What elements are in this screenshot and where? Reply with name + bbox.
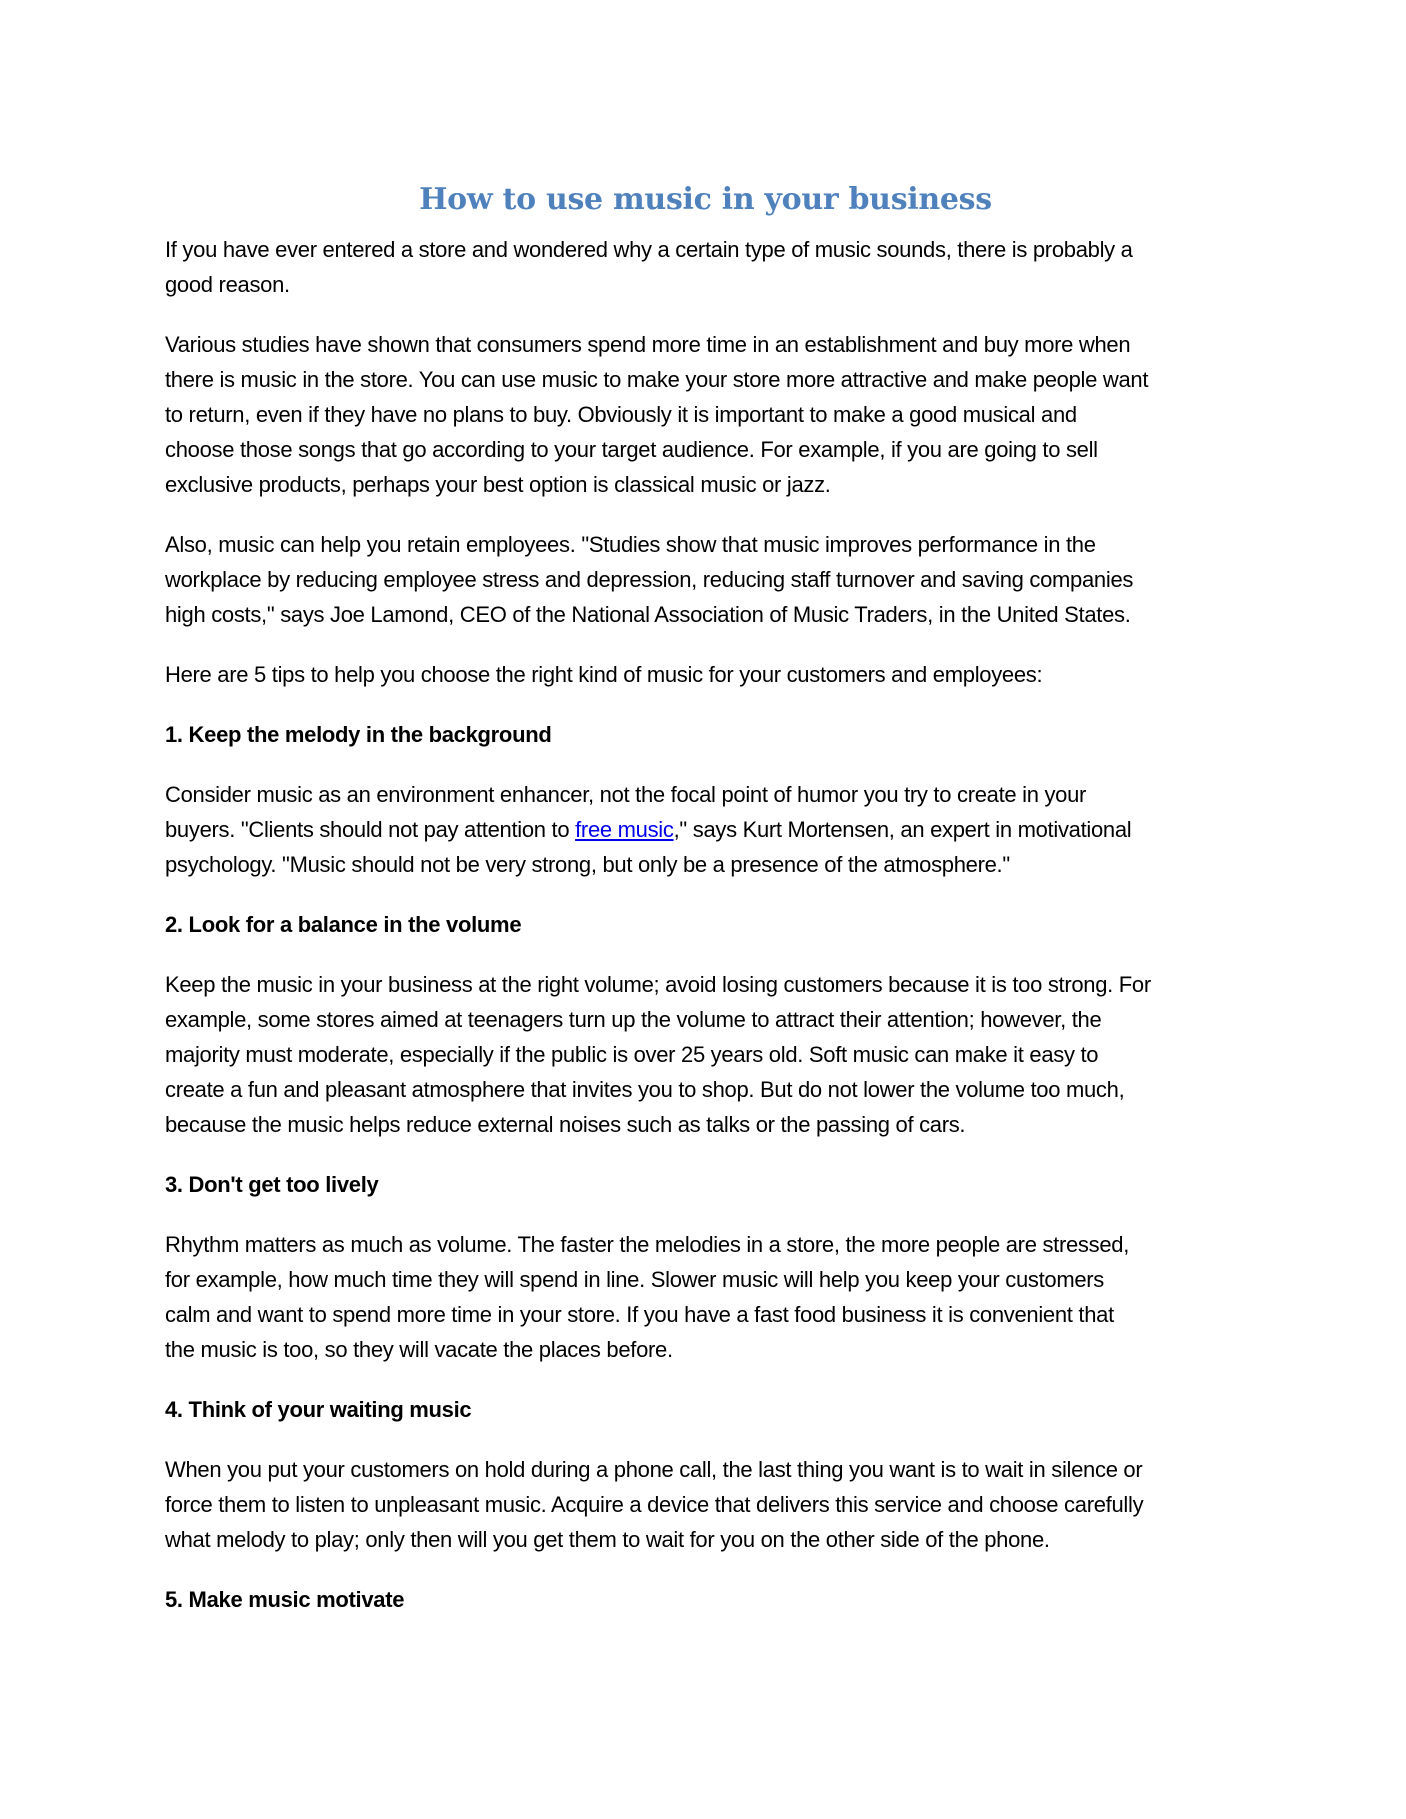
text-line: choose those songs that go according to your target audience. For example, if you are going to sell xyxy=(165,437,1098,462)
section-heading-1: 1. Keep the melody in the background xyxy=(165,722,552,747)
text-line: high costs," says Joe Lamond, CEO of the National Association of Music Traders, in the United States. xyxy=(165,602,1131,627)
text-line: Various studies have shown that consumers spend more time in an establishment and buy more when xyxy=(165,332,1131,357)
text-line: to return, even if they have no plans to buy. Obviously it is important to make a good musical and xyxy=(165,402,1077,427)
text-line: because the music helps reduce external noises such as talks or the passing of cars. xyxy=(165,1112,966,1137)
intro-paragraph-4 xyxy=(165,657,1246,692)
text-line: Rhythm matters as much as volume. The faster the melodies in a store, the more people are stressed, xyxy=(165,1232,1130,1257)
text-line: force them to listen to unpleasant music. Acquire a device that delivers this service and choose carefully xyxy=(165,1492,1144,1517)
text-line: If you have ever entered a store and wondered why a certain type of music sounds, there is probably a xyxy=(165,237,1133,262)
text-line: calm and want to spend more time in your store. If you have a fast food business it is convenient that xyxy=(165,1302,1114,1327)
text-line: create a fun and pleasant atmosphere that invites you to shop. But do not lower the volume too much, xyxy=(165,1077,1125,1102)
text-line: majority must moderate, especially if the public is over 25 years old. Soft music can make it easy to xyxy=(165,1042,1099,1067)
link-suffix-text: ," says Kurt Mortensen, an expert in motivational xyxy=(673,817,1132,842)
text-line: Consider music as an environment enhancer, not the focal point of humor you try to create in your xyxy=(165,782,1087,807)
intro-paragraph-2 xyxy=(165,327,1246,502)
text-line: Also, music can help you retain employees. "Studies show that music improves performance in the xyxy=(165,532,1096,557)
text-line: When you put your customers on hold during a phone call, the last thing you want is to wait in silence or xyxy=(165,1457,1143,1482)
link-prefix-text: buyers. "Clients should not pay attention to xyxy=(165,817,576,842)
text-line: what melody to play; only then will you get them to wait for you on the other side of the phone. xyxy=(165,1527,1050,1552)
section-4-paragraph xyxy=(165,1452,1246,1557)
section-heading-3: 3. Don't get too lively xyxy=(165,1172,379,1197)
text-line: the music is too, so they will vacate the places before. xyxy=(165,1337,673,1362)
text-line: Here are 5 tips to help you choose the right kind of music for your customers and employees: xyxy=(165,662,1043,687)
section-1-paragraph xyxy=(165,777,1246,882)
section-heading-5: 5. Make music motivate xyxy=(165,1587,405,1612)
text-line: for example, how much time they will spend in line. Slower music will help you keep your customers xyxy=(165,1267,1105,1292)
text-line: example, some stores aimed at teenagers turn up the volume to attract their attention; however, the xyxy=(165,1007,1102,1032)
text-line: exclusive products, perhaps your best option is classical music or jazz. xyxy=(165,472,831,497)
text-line-with-link xyxy=(165,812,1246,847)
section-heading-4: 4. Think of your waiting music xyxy=(165,1397,472,1422)
text-line: psychology. "Music should not be very strong, but only be a presence of the atmosphere." xyxy=(165,852,1010,877)
section-heading-2: 2. Look for a balance in the volume xyxy=(165,912,522,937)
text-line: workplace by reducing employee stress and depression, reducing staff turnover and saving companies xyxy=(165,567,1134,592)
intro-paragraph-1 xyxy=(165,232,1246,302)
text-line: there is music in the store. You can use music to make your store more attractive and make people want xyxy=(165,367,1149,392)
text-line: good reason. xyxy=(165,272,290,297)
section-2-paragraph xyxy=(165,967,1246,1142)
text-line: Keep the music in your business at the right volume; avoid losing customers because it is too strong. For xyxy=(165,972,1151,997)
free-music-link[interactable]: free music xyxy=(575,817,674,842)
section-3-paragraph xyxy=(165,1227,1246,1367)
intro-paragraph-3 xyxy=(165,527,1246,632)
doc-title: How to use music in your business xyxy=(419,182,992,217)
